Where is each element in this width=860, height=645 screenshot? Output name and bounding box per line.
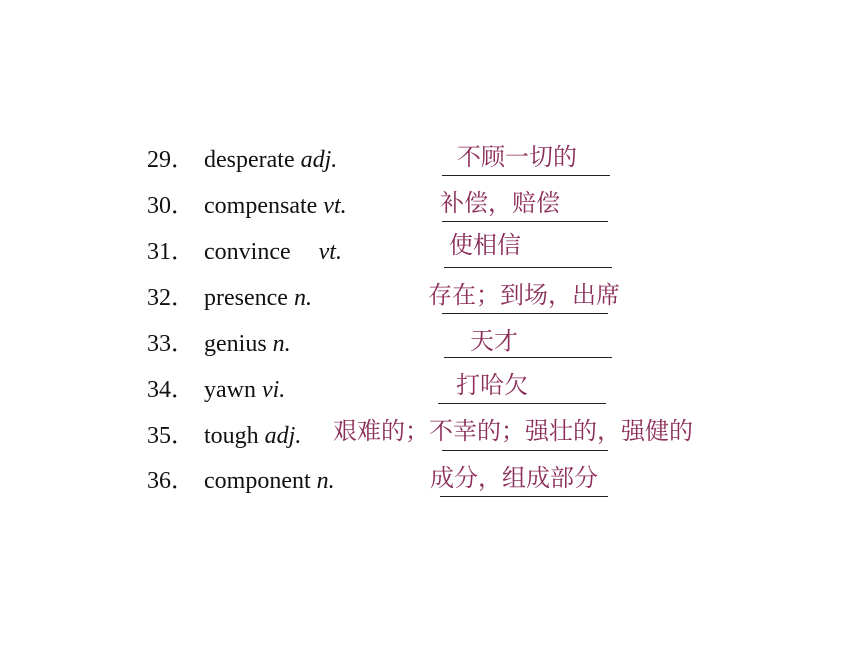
part-of-speech: adj. bbox=[264, 423, 302, 449]
vocab-row-33 bbox=[0, 327, 860, 376]
answer-blank-line bbox=[444, 357, 612, 358]
answer-blank-line bbox=[442, 313, 608, 314]
item-number: 31． bbox=[147, 239, 195, 265]
answer-blank-line bbox=[444, 267, 612, 268]
part-of-speech: adj. bbox=[300, 147, 338, 173]
part-of-speech: vi. bbox=[261, 377, 286, 403]
item-number: 36． bbox=[147, 468, 195, 494]
answer-text: 艰难的；不幸的；强壮的，强健的 bbox=[333, 417, 693, 445]
answer-text: 使相信 bbox=[449, 231, 521, 259]
item-number: 35． bbox=[147, 423, 195, 449]
vocab-row-31 bbox=[0, 231, 860, 284]
vocab-word bbox=[204, 330, 291, 358]
item-number: 29． bbox=[147, 147, 195, 173]
vocab-word bbox=[204, 238, 342, 266]
part-of-speech: vt. bbox=[318, 239, 342, 265]
vocab-row-30 bbox=[0, 189, 860, 238]
answer-text: 打哈欠 bbox=[456, 371, 528, 399]
vocab-word bbox=[204, 376, 285, 404]
answer-text: 不顾一切的 bbox=[457, 143, 577, 171]
part-of-speech: n. bbox=[272, 331, 291, 357]
vocab-word-text: presence bbox=[204, 285, 288, 311]
item-number: 32． bbox=[147, 285, 195, 311]
vocab-row-36 bbox=[0, 464, 860, 513]
item-number: 34． bbox=[147, 377, 195, 403]
answer-text: 成分，组成部分 bbox=[430, 464, 598, 492]
answer-text: 存在；到场，出席 bbox=[428, 281, 620, 309]
vocab-word-text: component bbox=[204, 468, 311, 494]
answer-blank-line bbox=[442, 450, 608, 451]
vocab-word-text: compensate bbox=[204, 193, 318, 219]
answer-blank-line bbox=[440, 496, 608, 497]
vocab-word-text: tough bbox=[204, 423, 259, 449]
part-of-speech: n. bbox=[316, 468, 335, 494]
answer-text: 天才 bbox=[470, 327, 518, 355]
vocab-word bbox=[204, 467, 335, 495]
vocab-row-34 bbox=[0, 371, 860, 422]
vocab-word-text: yawn bbox=[204, 377, 256, 403]
vocab-word-text: desperate bbox=[204, 147, 295, 173]
item-number: 33． bbox=[147, 331, 195, 357]
item-number: 30． bbox=[147, 193, 195, 219]
answer-blank-line bbox=[438, 403, 606, 404]
answer-blank-line bbox=[442, 221, 608, 222]
vocab-row-32 bbox=[0, 281, 860, 330]
answer-blank-line bbox=[442, 175, 610, 176]
answer-text: 补偿，赔偿 bbox=[440, 189, 560, 217]
vocab-word bbox=[204, 284, 312, 312]
vocab-word bbox=[204, 146, 337, 174]
vocab-row-35 bbox=[0, 417, 860, 468]
part-of-speech: n. bbox=[293, 285, 312, 311]
vocab-word-text: genius bbox=[204, 331, 267, 357]
part-of-speech: vt. bbox=[323, 193, 347, 219]
vocab-word-text: convince bbox=[204, 239, 291, 265]
vocab-row-29 bbox=[0, 143, 860, 192]
vocab-word bbox=[204, 422, 301, 450]
vocab-word bbox=[204, 192, 347, 220]
